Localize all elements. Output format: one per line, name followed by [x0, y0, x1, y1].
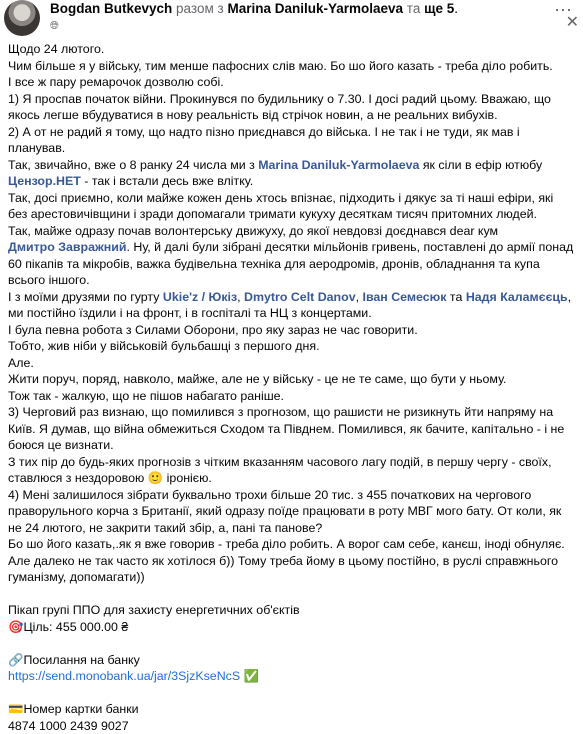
line: Тобто, жив ніби у військовій бульбашці з першого дня.	[8, 338, 578, 355]
separator: ,	[237, 290, 240, 304]
line: планував.	[8, 140, 578, 157]
link-icon: 🔗	[8, 653, 23, 667]
line	[8, 701, 578, 718]
line: Так, майже одразу почав волонтерську движуху, до якої невдовзі доєднався dear кум	[8, 223, 578, 240]
line: 4) Мені залишилося зібрати буквально трохи більше 20 тис. з 455 початкових на чергового	[8, 487, 578, 504]
line	[8, 157, 578, 174]
line-text: як сіли в ефір ютюбу	[423, 158, 542, 172]
spacer	[8, 586, 578, 603]
line-text: та	[450, 290, 462, 304]
line: 60 пікапів та мікробів, важка будівельна техніка для аеродромів, дронів, обладнання та купа	[8, 256, 578, 273]
post-meta	[50, 18, 59, 34]
line	[8, 173, 578, 190]
more-horizontal-icon[interactable]: ⋯	[554, 2, 573, 18]
line: гуманізму, допомагати))	[8, 569, 578, 586]
others-count[interactable]: ще 5	[424, 1, 454, 16]
line: Але далеко не так часто як хотілося б)) Тому треба йому в цьому постійно, в руслі справжнього	[8, 553, 578, 570]
line: З тих пір до будь-яких прогнозів з чітким вказанням часового лагу подій, в першу чергу - своїх,	[8, 454, 578, 471]
separator: ,	[568, 290, 571, 304]
target-icon: 🎯	[8, 620, 23, 634]
line: 1) Я проспав початок війни. Прокинувся по будильнику о 7.30. І досі радий цьому. Вважаю, що	[8, 91, 578, 108]
line: якось легше вбудуватися в нову реальність від стрічок новин, а не реальних вибухів.	[8, 107, 578, 124]
separator: ,	[356, 290, 359, 304]
line: 3) Черговий раз визнаю, що помилився з прогнозом, що рашисти не ризикнуть йти напряму на	[8, 404, 578, 421]
line: Щодо 24 лютого.	[8, 41, 578, 58]
line: боюся це визнати.	[8, 437, 578, 454]
check-icon: ✅	[244, 669, 259, 683]
author-line	[50, 1, 458, 17]
mention-censor-net[interactable]: Цензор.НЕТ	[8, 174, 81, 188]
smiley-icon: 🙂	[148, 471, 163, 485]
line: всього іншого.	[8, 272, 578, 289]
line: І була певна робота з Силами Оборони, про яку зараз не час говорити.	[8, 322, 578, 339]
line: Жити поруч, поряд, навколо, майже, але не у війську - це не те саме, що бути у ньому.	[8, 371, 578, 388]
line	[8, 289, 578, 306]
card-number: 4874 1000 2439 9027	[8, 718, 578, 734]
line: Чим більше я у війську, тим менше пафосних слів маю. Бо шо його казать - треба діло робить.	[8, 58, 578, 75]
line	[8, 652, 578, 669]
mention-ivan[interactable]: Іван Семесюк	[363, 290, 447, 304]
mention-marina[interactable]: Marina Daniluk-Yarmolaeva	[258, 158, 419, 172]
and-text: та	[407, 1, 421, 16]
post-header	[0, 0, 583, 40]
line: праворульного корча з Британії, який одразу поїде працювати в роту МВГ мого бату. От коли, як	[8, 503, 578, 520]
card-label: Номер картки банки	[23, 702, 138, 716]
header-period: .	[454, 1, 458, 16]
author-avatar[interactable]	[4, 0, 40, 36]
line-text: . Ну, й далі були зібрані десятки мільйонів гривень, поставлені до армії понад	[127, 240, 574, 254]
line: І все ж пару ремарочок дозволю собі.	[8, 74, 578, 91]
close-icon[interactable]: ✕	[566, 16, 579, 30]
line	[8, 619, 578, 636]
spacer	[8, 635, 578, 652]
line: Київ. Я думав, що війна обмежиться Сходом та Півднем. Помилився, як бачите, капітально - і не	[8, 421, 578, 438]
line: не 24 лютого, не закрити такий збір, а, пані та панове?	[8, 520, 578, 537]
mention-dmytro[interactable]: Дмитро Завражний	[8, 240, 127, 254]
tagged-person[interactable]: Marina Daniluk-Yarmolaeva	[227, 1, 403, 16]
post-body	[8, 41, 578, 734]
card-icon: 💳	[8, 702, 23, 716]
author-name[interactable]: Bogdan Butkevych	[50, 1, 172, 16]
line: 2) А от не радий я тому, що надто пізно приєднався до війська. І не так і не туди, як мав і	[8, 124, 578, 141]
mention-dmytro-celt[interactable]: Dmytro Celt Danov	[244, 290, 356, 304]
line: Тож так - жалкую, що не пішов набагато раніше.	[8, 388, 578, 405]
line: Але.	[8, 355, 578, 372]
monobank-jar-link[interactable]: https://send.monobank.ua/jar/3SjzKseNcS	[8, 669, 240, 683]
goal-text: Ціль: 455 000.00 ₴	[23, 620, 128, 634]
mention-nadia[interactable]: Надя Каламєєць	[466, 290, 568, 304]
line	[8, 470, 578, 487]
globe-icon: 🌐︎	[50, 18, 59, 34]
line-text: І з моїми друзями по гурту	[8, 290, 159, 304]
line: Пікап групі ППО для захисту енергетичних об'єктів	[8, 602, 578, 619]
line: ми постійно їздили і на фронт, і в госпіталі та НЦ з концертами.	[8, 305, 578, 322]
line-text: іронією.	[167, 471, 212, 485]
line-text: ставлюся з нездоровою	[8, 471, 144, 485]
line: Бо шо його казать,.як я вже говорив - треба діло робить. А ворог сам себе, канєш, іноді обнуляє.	[8, 536, 578, 553]
mention-ukiez[interactable]: Ukie'z / Юкіз	[163, 290, 237, 304]
line-text: - так і встали десь вже влітку.	[84, 174, 253, 188]
spacer	[8, 685, 578, 702]
line: Так, досі приємно, коли майже кожен день хтось впізнає, підходить і дякує за ті наші ефіри, які	[8, 190, 578, 207]
line	[8, 668, 578, 685]
bank-link-label: Посилання на банку	[23, 653, 139, 667]
line-text: Так, звичайно, вже о 8 ранку 24 числа ми з	[8, 158, 255, 172]
line	[8, 239, 578, 256]
with-text: разом з	[176, 1, 224, 16]
line: без арестовичівщини і зради допомагали тримати кукуху десяткам тисяч притомних людей.	[8, 206, 578, 223]
